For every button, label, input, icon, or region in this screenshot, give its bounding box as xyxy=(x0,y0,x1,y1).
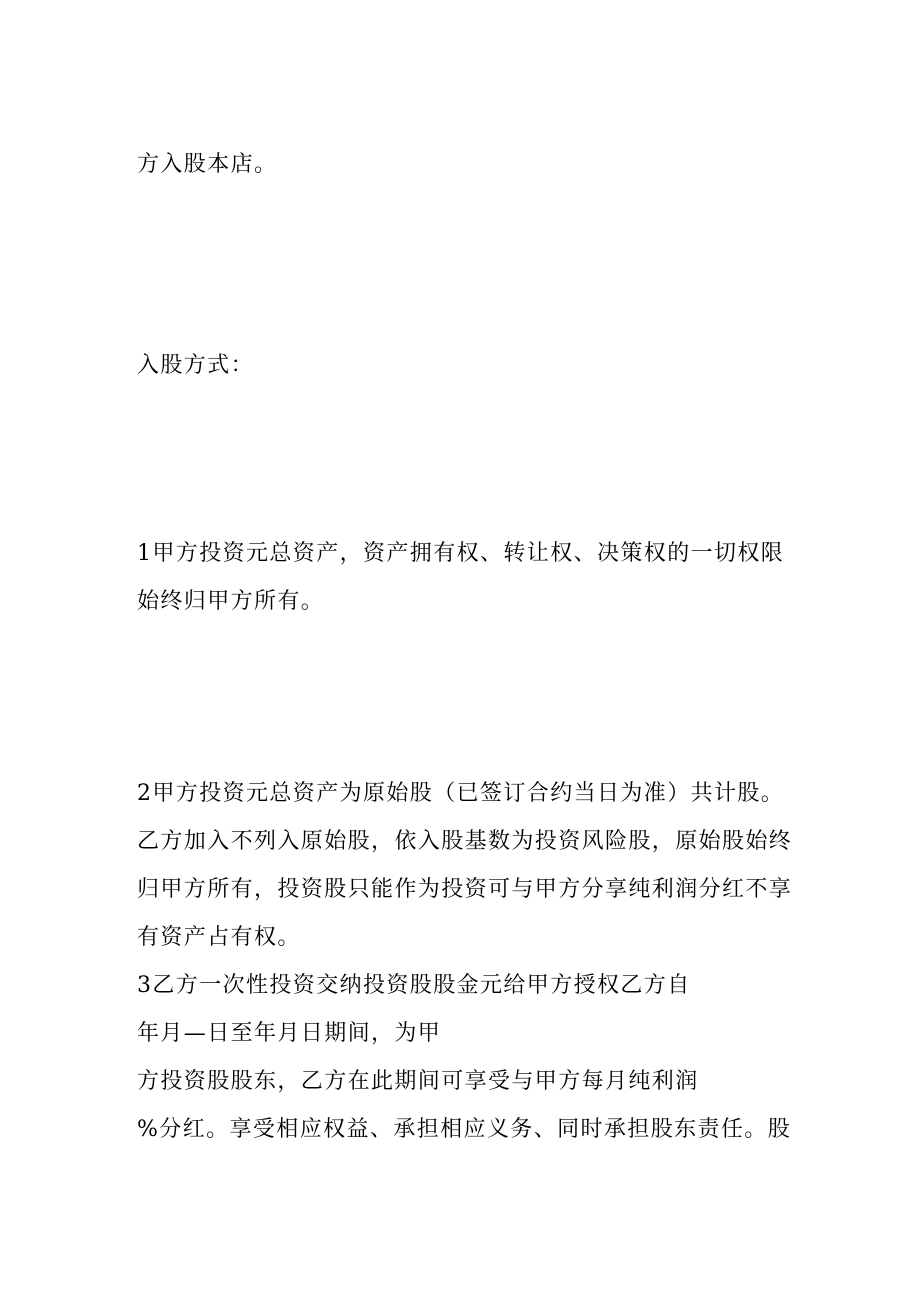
text-line: 年月—日至年月日期间，为甲 xyxy=(137,1021,442,1046)
text-line: 有资产占有权。 xyxy=(137,925,301,950)
text-line: %分红。享受相应权益、承担相应义务、同时承担股东责任。股 xyxy=(137,1117,792,1142)
text-line: 入股方式： xyxy=(137,353,255,378)
text-line: 3乙方一次性投资交纳投资股股金元给甲方授权乙方自 xyxy=(137,973,691,998)
text-line: 乙方加入不列入原始股，依入股基数为投资风险股，原始股始终 xyxy=(137,829,793,854)
text-line: 1甲方投资元总资产，资产拥有权、转让权、决策权的一切权限 xyxy=(137,541,785,566)
text-line: 2甲方投资元总资产为原始股（已签订合约当日为准）共计股。 xyxy=(137,781,785,806)
text-line: 始终归甲方所有。 xyxy=(137,589,325,614)
text-line: 方投资股股东，乙方在此期间可享受与甲方每月纯利润 xyxy=(137,1069,699,1094)
text-line: 方入股本店。 xyxy=(137,152,278,177)
text-line: 归甲方所有，投资股只能作为投资可与甲方分享纯利润分红不享 xyxy=(137,877,793,902)
